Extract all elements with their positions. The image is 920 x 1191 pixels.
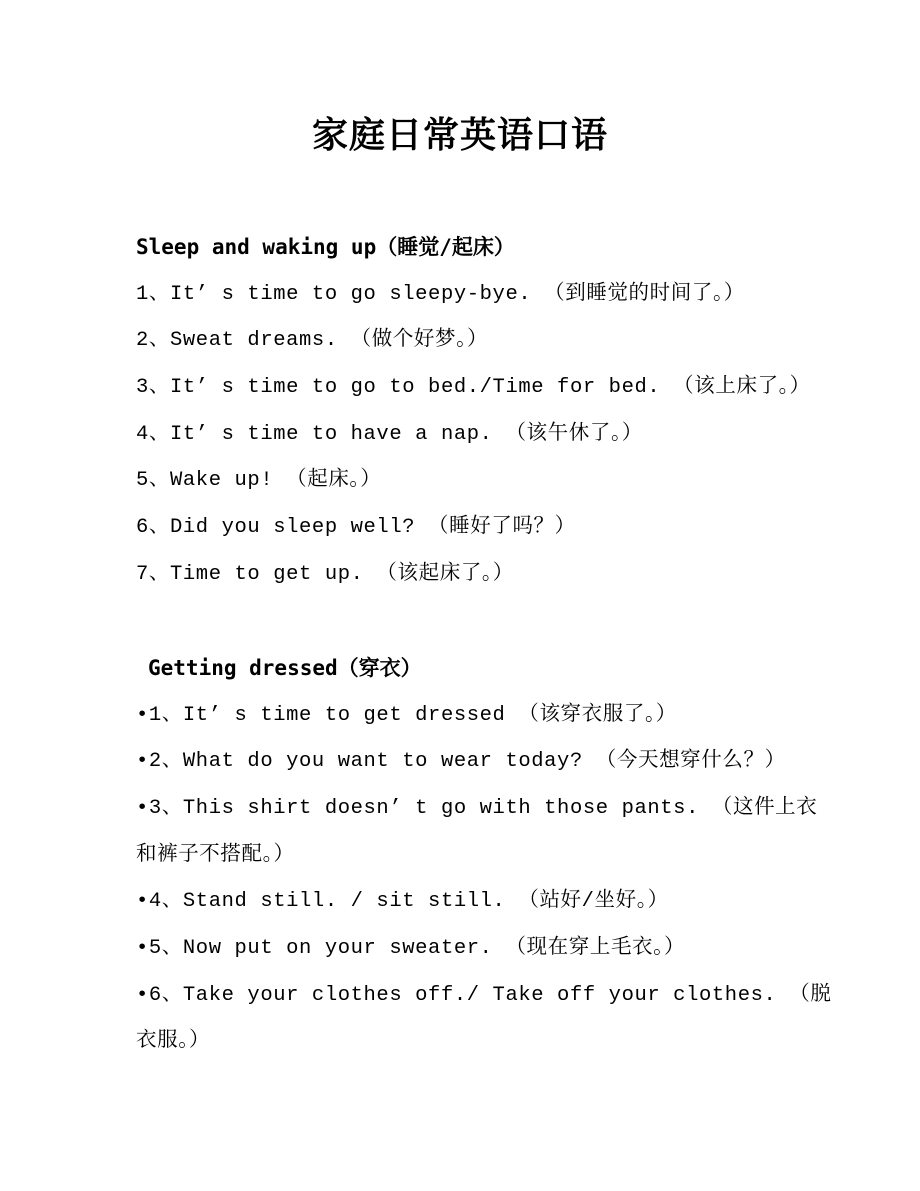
sleep-line-6: 6、Did you sleep well? （睡好了吗？） [136,516,576,539]
sleep-line-2: 2、Sweat dreams. （做个好梦。） [136,329,489,352]
dress-line-5: •5、Now put on your sweater. （现在穿上毛衣。） [136,937,686,960]
sleep-line-3: 3、It’ s time to go to bed./Time for bed. （该上床了。） [136,376,811,399]
dress-line-2: •2、What do you want to wear today? （今天想穿什么？） [136,750,786,773]
sleep-line-7: 7、Time to get up. （该起床了。） [136,563,514,586]
dress-line-1: •1、It’ s time to get dressed （该穿衣服了。） [136,704,677,727]
dress-line-3-cont: 和裤子不搭配。） [136,844,295,867]
sleep-line-1: 1、It’ s time to go sleepy-bye. （到睡觉的时间了。） [136,283,745,306]
document-title: 家庭日常英语口语 [311,115,608,156]
dress-line-6-cont: 衣服。） [136,1030,211,1053]
section-heading-dressing: Getting dressed（穿衣） [148,656,422,680]
sleep-line-5: 5、Wake up! （起床。） [136,469,382,492]
section-heading-sleep: Sleep and waking up（睡觉/起床） [136,235,515,259]
dress-line-6: •6、Take your clothes off./ Take off your clothes. （脱 [136,984,832,1007]
dress-line-4: •4、Stand still. / sit still. （站好/坐好。） [136,890,669,913]
dress-line-3: •3、This shirt doesn’ t go with those pants. （这件上衣 [136,797,818,820]
sleep-line-4: 4、It’ s time to have a nap. （该午休了。） [136,423,643,446]
